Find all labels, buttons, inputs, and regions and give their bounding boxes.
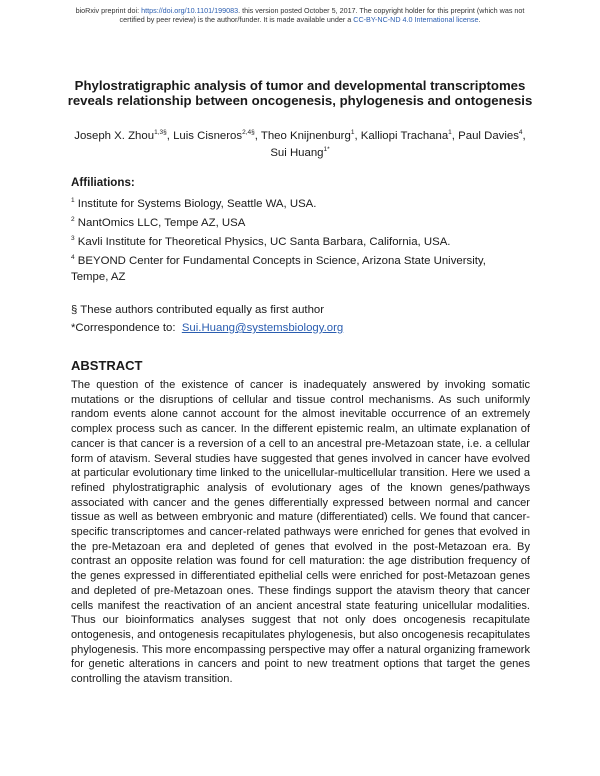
- author-separator: ,: [166, 129, 174, 142]
- affiliation-item: [71, 231, 511, 250]
- correspondence-label: *Correspondence to:: [71, 322, 182, 334]
- author-affiliation-marker: 2,4§: [242, 129, 255, 136]
- author-separator: ,: [254, 129, 261, 142]
- abstract-heading: ABSTRACT: [71, 358, 143, 373]
- author-list: [70, 126, 530, 161]
- equal-contribution-note: § These authors contributed equally as first author: [71, 304, 325, 316]
- author-separator: ,: [451, 129, 459, 142]
- affiliation-text: NantOmics LLC, Tempe AZ, USA: [74, 216, 246, 229]
- doi-link[interactable]: https://doi.org/10.1101/199083: [141, 6, 239, 15]
- author-name: Kalliopi Trachana: [360, 129, 449, 142]
- preprint-header: [30, 6, 570, 24]
- affiliation-number: 2: [71, 216, 75, 223]
- affiliation-text: BEYOND Center for Fundamental Concepts in Science, Arizona State University, Tempe, AZ: [71, 254, 486, 283]
- affiliation-text: Institute for Systems Biology, Seattle WA, USA.: [74, 197, 317, 210]
- preprint-line1-prefix: bioRxiv preprint doi:: [75, 6, 142, 15]
- author-name: Paul Davies: [458, 129, 519, 142]
- author-name: Theo Knijnenburg: [260, 129, 351, 142]
- license-link[interactable]: CC-BY-NC-ND 4.0 International license: [353, 15, 479, 24]
- affiliation-item: [71, 193, 511, 212]
- affiliation-number: 1: [71, 197, 75, 204]
- affiliations-heading: Affiliations:: [71, 176, 135, 189]
- author-affiliation-marker: 1: [350, 129, 355, 136]
- author-affiliation-marker: 1*: [323, 146, 330, 154]
- correspondence-email-link[interactable]: Sui.Huang@systemsbiology.org: [181, 322, 344, 334]
- preprint-line2-prefix: certified by peer review) is the author/funder. It is made available under a: [119, 15, 354, 24]
- author-affiliation-marker: 1,3§: [154, 129, 167, 136]
- affiliation-text: Kavli Institute for Theoretical Physics, UC Santa Barbara, California, USA.: [74, 235, 451, 248]
- affiliation-number: 4: [71, 254, 75, 261]
- author-affiliation-marker: 1: [448, 129, 452, 136]
- author-affiliation-marker: 4: [518, 129, 523, 136]
- author-separator: ,: [354, 129, 361, 142]
- author-separator: ,: [522, 129, 526, 142]
- abstract-body: The question of the existence of cancer is inadequately answered by invoking somatic mutations or the disruptions of cellular and tissue control mechanisms. As such uniformly random events alone cannot account for the almost inevitable occurrence of an extremely complex process such as cancer. In the different epistemic realm, an ultimate explanation of cancer is that cancer is a reversion of a cell to an ancestral pre-Metazoan state, i.e. a cellular form of atavism. Several studies have suggested that genes involved in cancer have evolved at particular evolutionary time linked to the unicellular-multicellular transition. Here we used a refined phylostratigraphic analysis of evolutionary ages of the known genes/pathways associated with cancer and the genes differentially expressed between normal and cancer tissue as well as between embryonic and mature (differentiated) cells. We found that cancer-specific transcriptomes and cancer-related pathways were enriched for genes that evolved in the pre-Metazoan era and depleted of genes that evolved in the post-Metazoan era. By contrast an opposite relation was found for cell maturation: the age distribution frequency of the genes expressed in differentiated epithelial cells were enriched for post-Metazoan genes and depleted of pre-Metazoan ones. These findings support the atavism theory that cancer cells manifest the reactivation of an ancient ancestral state featuring unicellular modalities. Thus our bioinformatics analyses suggest that not only does oncogenesis recapitulate ontogenesis, and ontogenesis recapitulates phylogenesis, but also oncogenesis recapitulates phylogenesis. This more encompassing perspective may offer a natural organizing framework for genetic alterations in cancers and point to new treatment options that target the genes controlling the atavism transition.: [71, 379, 530, 686]
- preprint-line1-suffix: . this version posted October 5, 2017. The copyright holder for this preprint (which was not: [238, 6, 525, 15]
- preprint-line2-suffix: .: [478, 15, 481, 24]
- paper-title: Phylostratigraphic analysis of tumor and developmental transcriptomes reveals relationship between oncogenesis, phylogenesis and ontogenesis: [67, 78, 533, 108]
- affiliation-number: 3: [71, 235, 75, 242]
- correspondence-note: [71, 322, 343, 334]
- author-name: Joseph X. Zhou: [74, 129, 155, 142]
- affiliation-item: [71, 250, 511, 285]
- affiliation-item: [71, 212, 511, 231]
- author-name: Luis Cisneros: [173, 129, 243, 142]
- author-name: Sui Huang: [270, 147, 324, 160]
